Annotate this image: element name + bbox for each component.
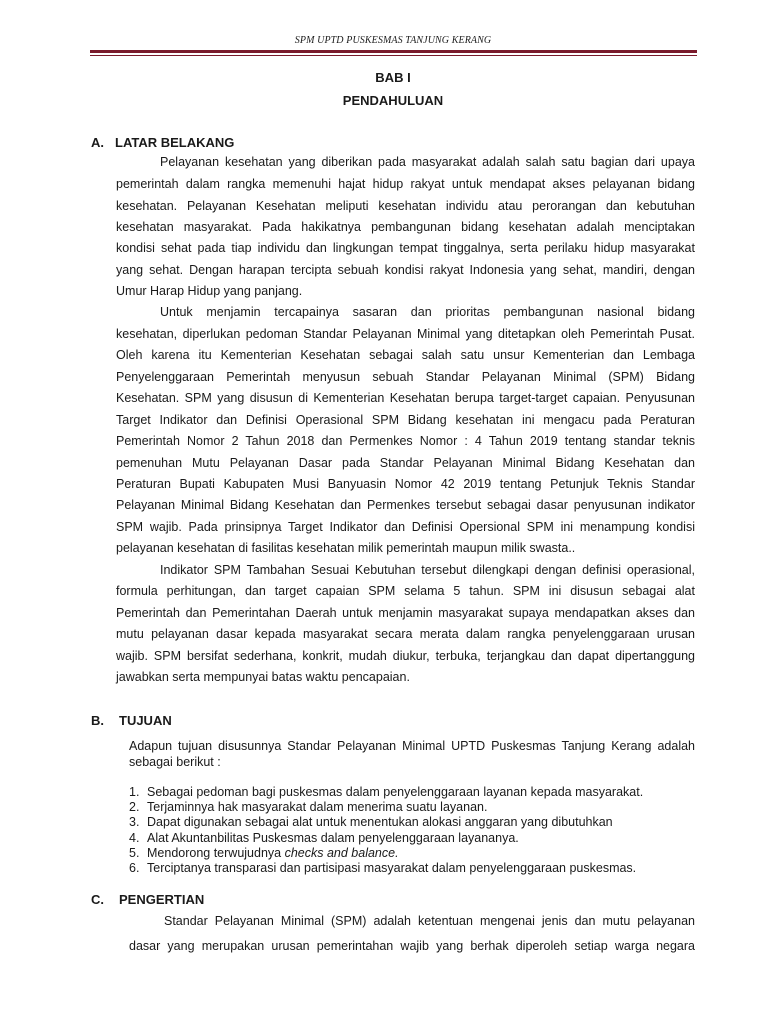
section-c-heading (91, 892, 204, 907)
list-item (129, 815, 613, 829)
list-item-number: 5. (129, 846, 140, 860)
section-a-line: SPM wajib. Pada prinsipnya Target Indikator dan Definisi Opersional SPM ini menampung kondisi (116, 520, 695, 534)
running-header: SPM UPTD PUSKESMAS TANJUNG KERANG (294, 35, 492, 46)
section-a-line: pemerintah dalam rangka memenuhi hajat hidup rakyat untuk mendapat akses pelayanan bidang (116, 177, 695, 191)
section-a-title: LATAR BELAKANG (115, 135, 235, 150)
section-b-heading (91, 713, 172, 728)
section-a-line: mutu pelayanan dasar kepada masyarakat secara merata dalam rangka penyelenggaraan urusan (116, 627, 695, 641)
section-a-line: Indikator SPM Tambahan Sesuai Kebutuhan tersebut dilengkapi dengan definisi operasional, (160, 563, 695, 577)
list-item-text: Sebagai pedoman bagi puskesmas dalam penyelenggaraan layanan kepada masyarakat. (147, 785, 644, 799)
list-item (129, 846, 399, 860)
list-item (129, 785, 643, 799)
list-item-number: 1. (129, 785, 140, 799)
section-a-line: kesehatan. Pelayanan Kesehatan meliputi kesehatan individu atau perorangan dan kebutuhan (116, 199, 695, 213)
section-a-line: kesehatan masyarakat. Pada hakikatnya pembangunan bidang kesehatan adalah menciptakan (116, 220, 695, 234)
list-item-text: Terjaminnya hak masyarakat dalam menerima suatu layanan. (147, 800, 488, 814)
section-b-letter: B. (91, 713, 104, 728)
section-a-line: Penyelenggaraan Pemerintah menyusun sebuah Standar Pelayanan Minimal (SPM) Bidang (116, 370, 695, 384)
section-a-line: pelayanan kesehatan di fasilitas kesehatan milik pemerintah maupun milik swasta.. (116, 541, 576, 555)
list-item-number: 6. (129, 861, 140, 875)
section-a-heading (91, 135, 234, 150)
list-item-text: Mendorong terwujudnya (147, 846, 285, 860)
section-c-title: PENGERTIAN (119, 892, 205, 907)
section-a-line: Pemerintah Nomor 2 Tahun 2018 dan Permenkes Nomor : 4 Tahun 2019 tentang standar teknis (116, 434, 695, 448)
section-a-line: jawabkan serta mempunyai batas waktu pencapaian. (116, 670, 410, 684)
section-a-line: Oleh karena itu Kementerian Kesehatan sebagai salah satu unsur Kementerian dan Lembaga (116, 348, 695, 362)
chapter-number: BAB I (375, 70, 411, 85)
header-rule-thin (90, 55, 697, 56)
section-a-line: Pemerintah dan Pemerintahan Daerah untuk menjamin masyarakat supaya mendapatkan akses dan (116, 606, 695, 620)
chapter-title: PENDAHULUAN (342, 93, 444, 108)
section-c-line: Standar Pelayanan Minimal (SPM) adalah ketentuan mengenai jenis dan mutu pelayanan (164, 914, 695, 928)
list-item-number: 4. (129, 831, 140, 845)
section-a-line: Peraturan Bupati Kabupaten Musi Banyuasin Nomor 42 2019 tentang Petunjuk Teknis Standar (116, 477, 695, 491)
section-b-title: TUJUAN (119, 713, 172, 728)
section-c-letter: C. (91, 892, 104, 907)
section-a-line: yang sehat. Dengan harapan tercipta sebuah kondisi rakyat Indonesia yang sehat, mandiri, dengan (116, 263, 695, 277)
section-a-line: Untuk menjamin tercapainya sasaran dan prioritas pembangunan nasional bidang (160, 305, 695, 319)
section-a-line: pemenuhan Mutu Pelayanan Dasar pada Standar Pelayanan Minimal Bidang Kesehatan dan (116, 456, 695, 470)
section-a-line: formula perhitungan, dan target capaian SPM selama 5 tahun. SPM ini disusun sebagai alat (116, 584, 695, 598)
section-a-letter: A. (91, 135, 104, 150)
section-a-line: kondisi sehat pada tiap individu dan lingkungan tempat tinggalnya, serta perilaku hidup masyarakat (116, 241, 695, 255)
section-b-intro-line: Adapun tujuan disusunnya Standar Pelayanan Minimal UPTD Puskesmas Tanjung Kerang adalah (129, 739, 695, 753)
list-item-text: Alat Akuntanbilitas Puskesmas dalam penyelenggaraan layananya. (147, 831, 519, 845)
section-a-line: Kesehatan. SPM yang disusun di Kementerian Kesehatan berupa target-target capaian. Penyusunan (116, 391, 695, 405)
section-a-line: Pelayanan kesehatan yang diberikan pada masyarakat adalah salah satu bagian dari upaya (160, 155, 695, 169)
list-item (129, 861, 636, 875)
section-a-line: Umur Harap Hidup yang panjang. (116, 284, 303, 298)
section-a-line: kesehatan, diperlukan pedoman Standar Pelayanan Minimal yang ditetapkan oleh Pemerintah Pusat. (116, 327, 695, 341)
header-rule-thick (90, 50, 697, 53)
list-item-number: 2. (129, 800, 140, 814)
list-item (129, 800, 487, 814)
list-item (129, 831, 519, 845)
section-a-line: Target Indikator dan Definisi Operasional SPM Bidang kesehatan ini mengacu pada Peraturan (116, 413, 695, 427)
list-item-text: Terciptanya transparasi dan partisipasi masyarakat dalam penyelenggaraan puskesmas. (147, 861, 637, 875)
list-item-emphasis: checks and balance. (284, 846, 399, 860)
section-c-line: dasar yang merupakan urusan pemerintahan wajib yang berhak diperoleh setiap warga negara (129, 939, 695, 953)
section-a-line: wajib. SPM bersifat sederhana, konkrit, mudah diukur, terbuka, terjangkau dan dapat dipertanggung (116, 649, 695, 663)
list-item-number: 3. (129, 815, 140, 829)
section-a-line: Pelayanan Minimal Bidang Kesehatan dan Permenkes tersebut sebagai dasar penyusunan indikator (116, 498, 695, 512)
list-item-text: Dapat digunakan sebagai alat untuk menentukan alokasi anggaran yang dibutuhkan (147, 815, 613, 829)
section-b-intro-line: sebagai berikut : (129, 755, 221, 769)
